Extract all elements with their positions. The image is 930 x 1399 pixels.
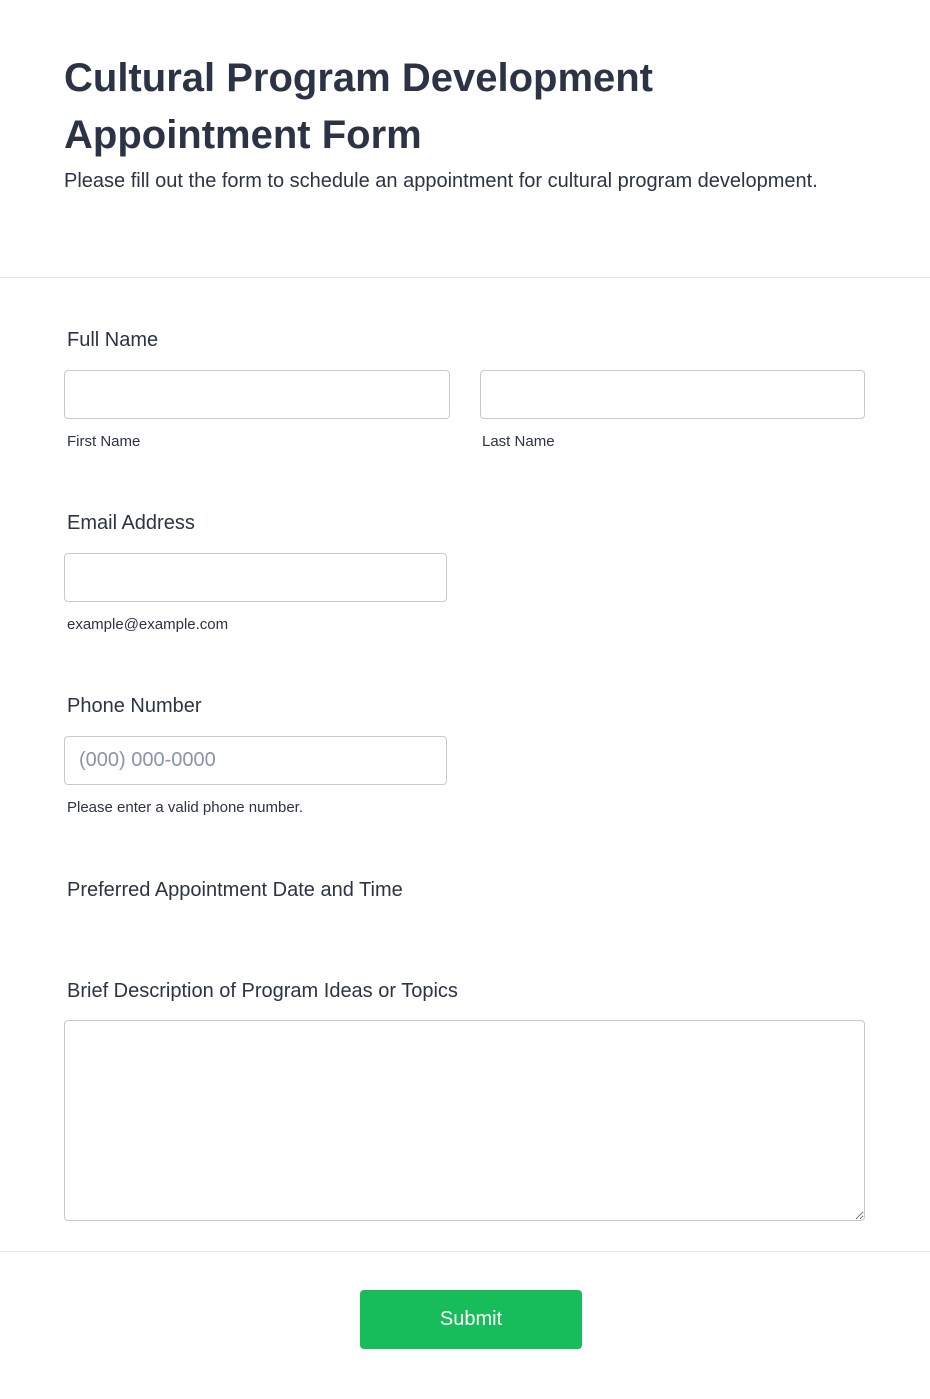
first-name-input[interactable] xyxy=(64,370,450,419)
appointment-label: Preferred Appointment Date and Time xyxy=(67,879,403,901)
last-name-sublabel: Last Name xyxy=(482,433,555,450)
full-name-label: Full Name xyxy=(67,329,159,351)
first-name-sublabel: First Name xyxy=(67,433,141,450)
form-title: Cultural Program Development Appointment Form xyxy=(64,56,654,157)
description-label: Brief Description of Program Ideas or Topics xyxy=(67,980,458,1002)
submit-button[interactable]: Submit xyxy=(360,1290,582,1349)
last-name-input[interactable] xyxy=(480,370,865,419)
header-divider xyxy=(0,277,930,278)
description-textarea[interactable] xyxy=(64,1020,865,1221)
phone-sublabel: Please enter a valid phone number. xyxy=(67,799,303,816)
email-sublabel: example@example.com xyxy=(67,616,229,633)
email-input[interactable] xyxy=(64,553,447,602)
email-label: Email Address xyxy=(67,512,195,534)
footer-divider xyxy=(0,1251,930,1252)
form-subtitle: Please fill out the form to schedule an appointment for cultural program development. xyxy=(64,170,818,192)
form-header xyxy=(0,0,930,277)
phone-label: Phone Number xyxy=(67,695,202,717)
phone-input[interactable] xyxy=(64,736,447,785)
